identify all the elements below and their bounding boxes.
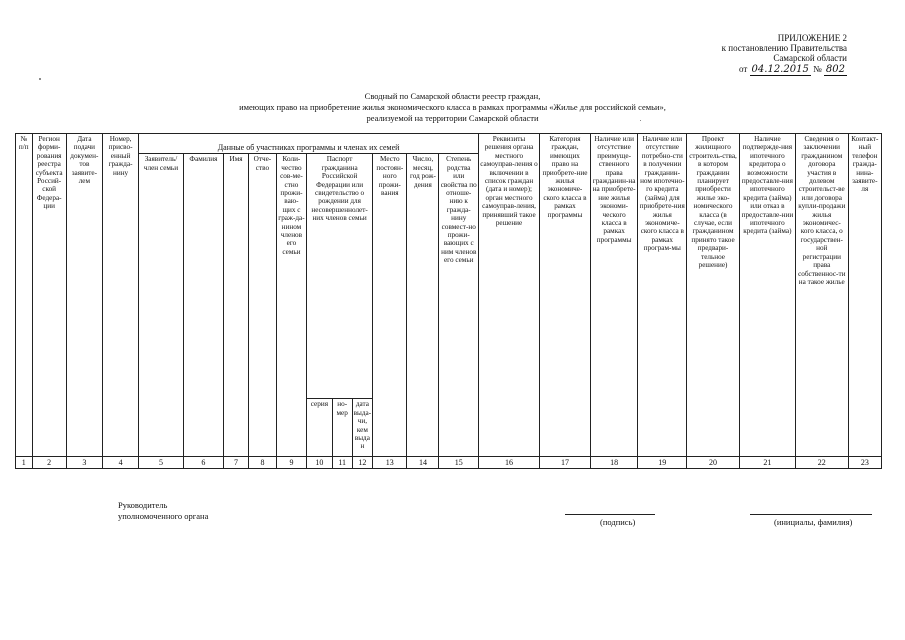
col-header-20: Проект жилищного строитель-ства, в котором гражданин планирует приобрести жилье эко-номического класса (в случае, если гражданином принято такое предвари-тельное решение) [687, 134, 740, 457]
registry-table [15, 133, 882, 469]
col-number-9: 9 [276, 457, 306, 469]
appendix-line-2: Самарской области [773, 53, 847, 63]
col-header-6: Фамилия [183, 154, 223, 457]
col-header-8: Отче-ство [248, 154, 276, 457]
document-title [0, 91, 905, 124]
col-header-18: Наличие или отсутствие преимуще-ственного права гражданин-на на приобрете-ние жилья экономи-ческого класса в рамках программы [590, 134, 638, 457]
signature-caption: (подпись) [600, 517, 636, 527]
date-prefix: от [738, 64, 748, 74]
col-number-20: 20 [687, 457, 740, 469]
col-number-4: 4 [102, 457, 138, 469]
header-row-1 [16, 134, 882, 154]
number-prefix: № [813, 64, 822, 74]
appendix-line-1: к постановлению Правительства [721, 43, 847, 53]
col-number-7: 7 [224, 457, 249, 469]
col-number-19: 19 [638, 457, 687, 469]
col-header-4: Номер, присво-енный гражда-нину [102, 134, 138, 457]
col-header-12: дата выда-чи, кем выдан [352, 399, 373, 457]
col-header-17: Категория граждан, имеющих право на приобрете-ние жилья экономиче-ского класса в рамках программы [540, 134, 591, 457]
col-header-1: № п/п [16, 134, 33, 457]
col-number-23: 23 [848, 457, 881, 469]
col-number-3: 3 [66, 457, 102, 469]
col-number-8: 8 [248, 457, 276, 469]
col-header-22: Сведения о заключении гражданином договора участия в долевом строительст-ве или договора купли-продажи жилья экономичес-кого класса, о государствен-ной регистрации права собственнос-ти на такое жилье [795, 134, 848, 457]
name-caption: (инициалы, фамилия) [774, 517, 853, 527]
name-line [750, 514, 872, 515]
col-number-17: 17 [540, 457, 591, 469]
official-title-line-1: Руководитель [118, 500, 168, 510]
appendix-date-line [722, 64, 847, 75]
appendix-block [722, 33, 847, 75]
col-number-14: 14 [407, 457, 439, 469]
title-line-2: имеющих право на приобретение жилья экономического класса в рамках программы «Жилье для российской семьи», [239, 102, 666, 112]
col-header-21: Наличие подтвержде-ния ипотечного кредитора о возможности предоставле-ния ипотечного кредита (займа) или отказ в предоставле-нии ипотечного кредита (займа) [739, 134, 795, 457]
official-title [118, 500, 208, 522]
col-header-9: Коли-чество сов-ме-стно прожи-ваю-щих с граж-да-нином членов его семьи [276, 154, 306, 457]
col-number-10: 10 [306, 457, 332, 469]
col-number-22: 22 [795, 457, 848, 469]
title-line-1: Сводный по Самарской области реестр граждан, [364, 91, 541, 101]
col-header-5: Заявитель/ член семьи [139, 154, 184, 457]
col-header-3: Дата подачи докумен-тов заявите-лем [66, 134, 102, 457]
col-header-15: Степень родства или свойства по отноше-нию к гражда-нину совмест-но прожи-вающих с ним членов его семьи [439, 154, 479, 457]
col-header-16: Реквизиты решения органа местного самоуправ-ления о включении в список граждан (дата и номер); орган местного самоуправ-ления, принявший такое решение [478, 134, 539, 457]
col-number-16: 16 [478, 457, 539, 469]
handwritten-number: 802 [825, 64, 845, 75]
title-line-3: реализуемой на территории Самарской области [366, 113, 539, 123]
col-header-11: но-мер [332, 399, 352, 457]
col-number-2: 2 [32, 457, 66, 469]
column-number-row [16, 457, 882, 469]
passport-group-header: Паспорт гражданина Российской Федерации или свидетельство о рождении для несовершеннолет-них членов семьи [306, 154, 372, 399]
scan-speck [39, 78, 41, 80]
col-header-13: Место постоян-ного прожи-вания [373, 154, 407, 457]
col-header-19: Наличие или отсутствие потребно-сти в получении гражданин-ном ипотечно-го кредита (займа) для приобрете-ния жилья экономиче-ского класса в рамках програм-мы [638, 134, 687, 457]
col-number-21: 21 [739, 457, 795, 469]
col-number-18: 18 [590, 457, 638, 469]
col-header-14: Число, месяц, год рож-дения [407, 154, 439, 457]
col-number-11: 11 [332, 457, 352, 469]
participants-group-header: Данные об участниках программы и членах их семей [139, 134, 479, 154]
col-number-12: 12 [352, 457, 373, 469]
signature-line [565, 514, 655, 515]
col-header-2: Регион форми-рования реестра субъекта Россий-ской Федера-ции [32, 134, 66, 457]
official-title-line-2: уполномоченного органа [118, 511, 209, 521]
col-number-6: 6 [183, 457, 223, 469]
col-number-13: 13 [373, 457, 407, 469]
appendix-title: ПРИЛОЖЕНИЕ 2 [777, 33, 847, 43]
scan-speck [640, 120, 641, 121]
col-header-7: Имя [224, 154, 249, 457]
col-header-10: серия [306, 399, 332, 457]
col-number-5: 5 [139, 457, 184, 469]
col-number-15: 15 [439, 457, 479, 469]
handwritten-date: 04.12.2015 [751, 64, 809, 75]
col-header-23: Контакт-ный телефон гражда-нина-заявите-ля [848, 134, 881, 457]
col-number-1: 1 [16, 457, 33, 469]
